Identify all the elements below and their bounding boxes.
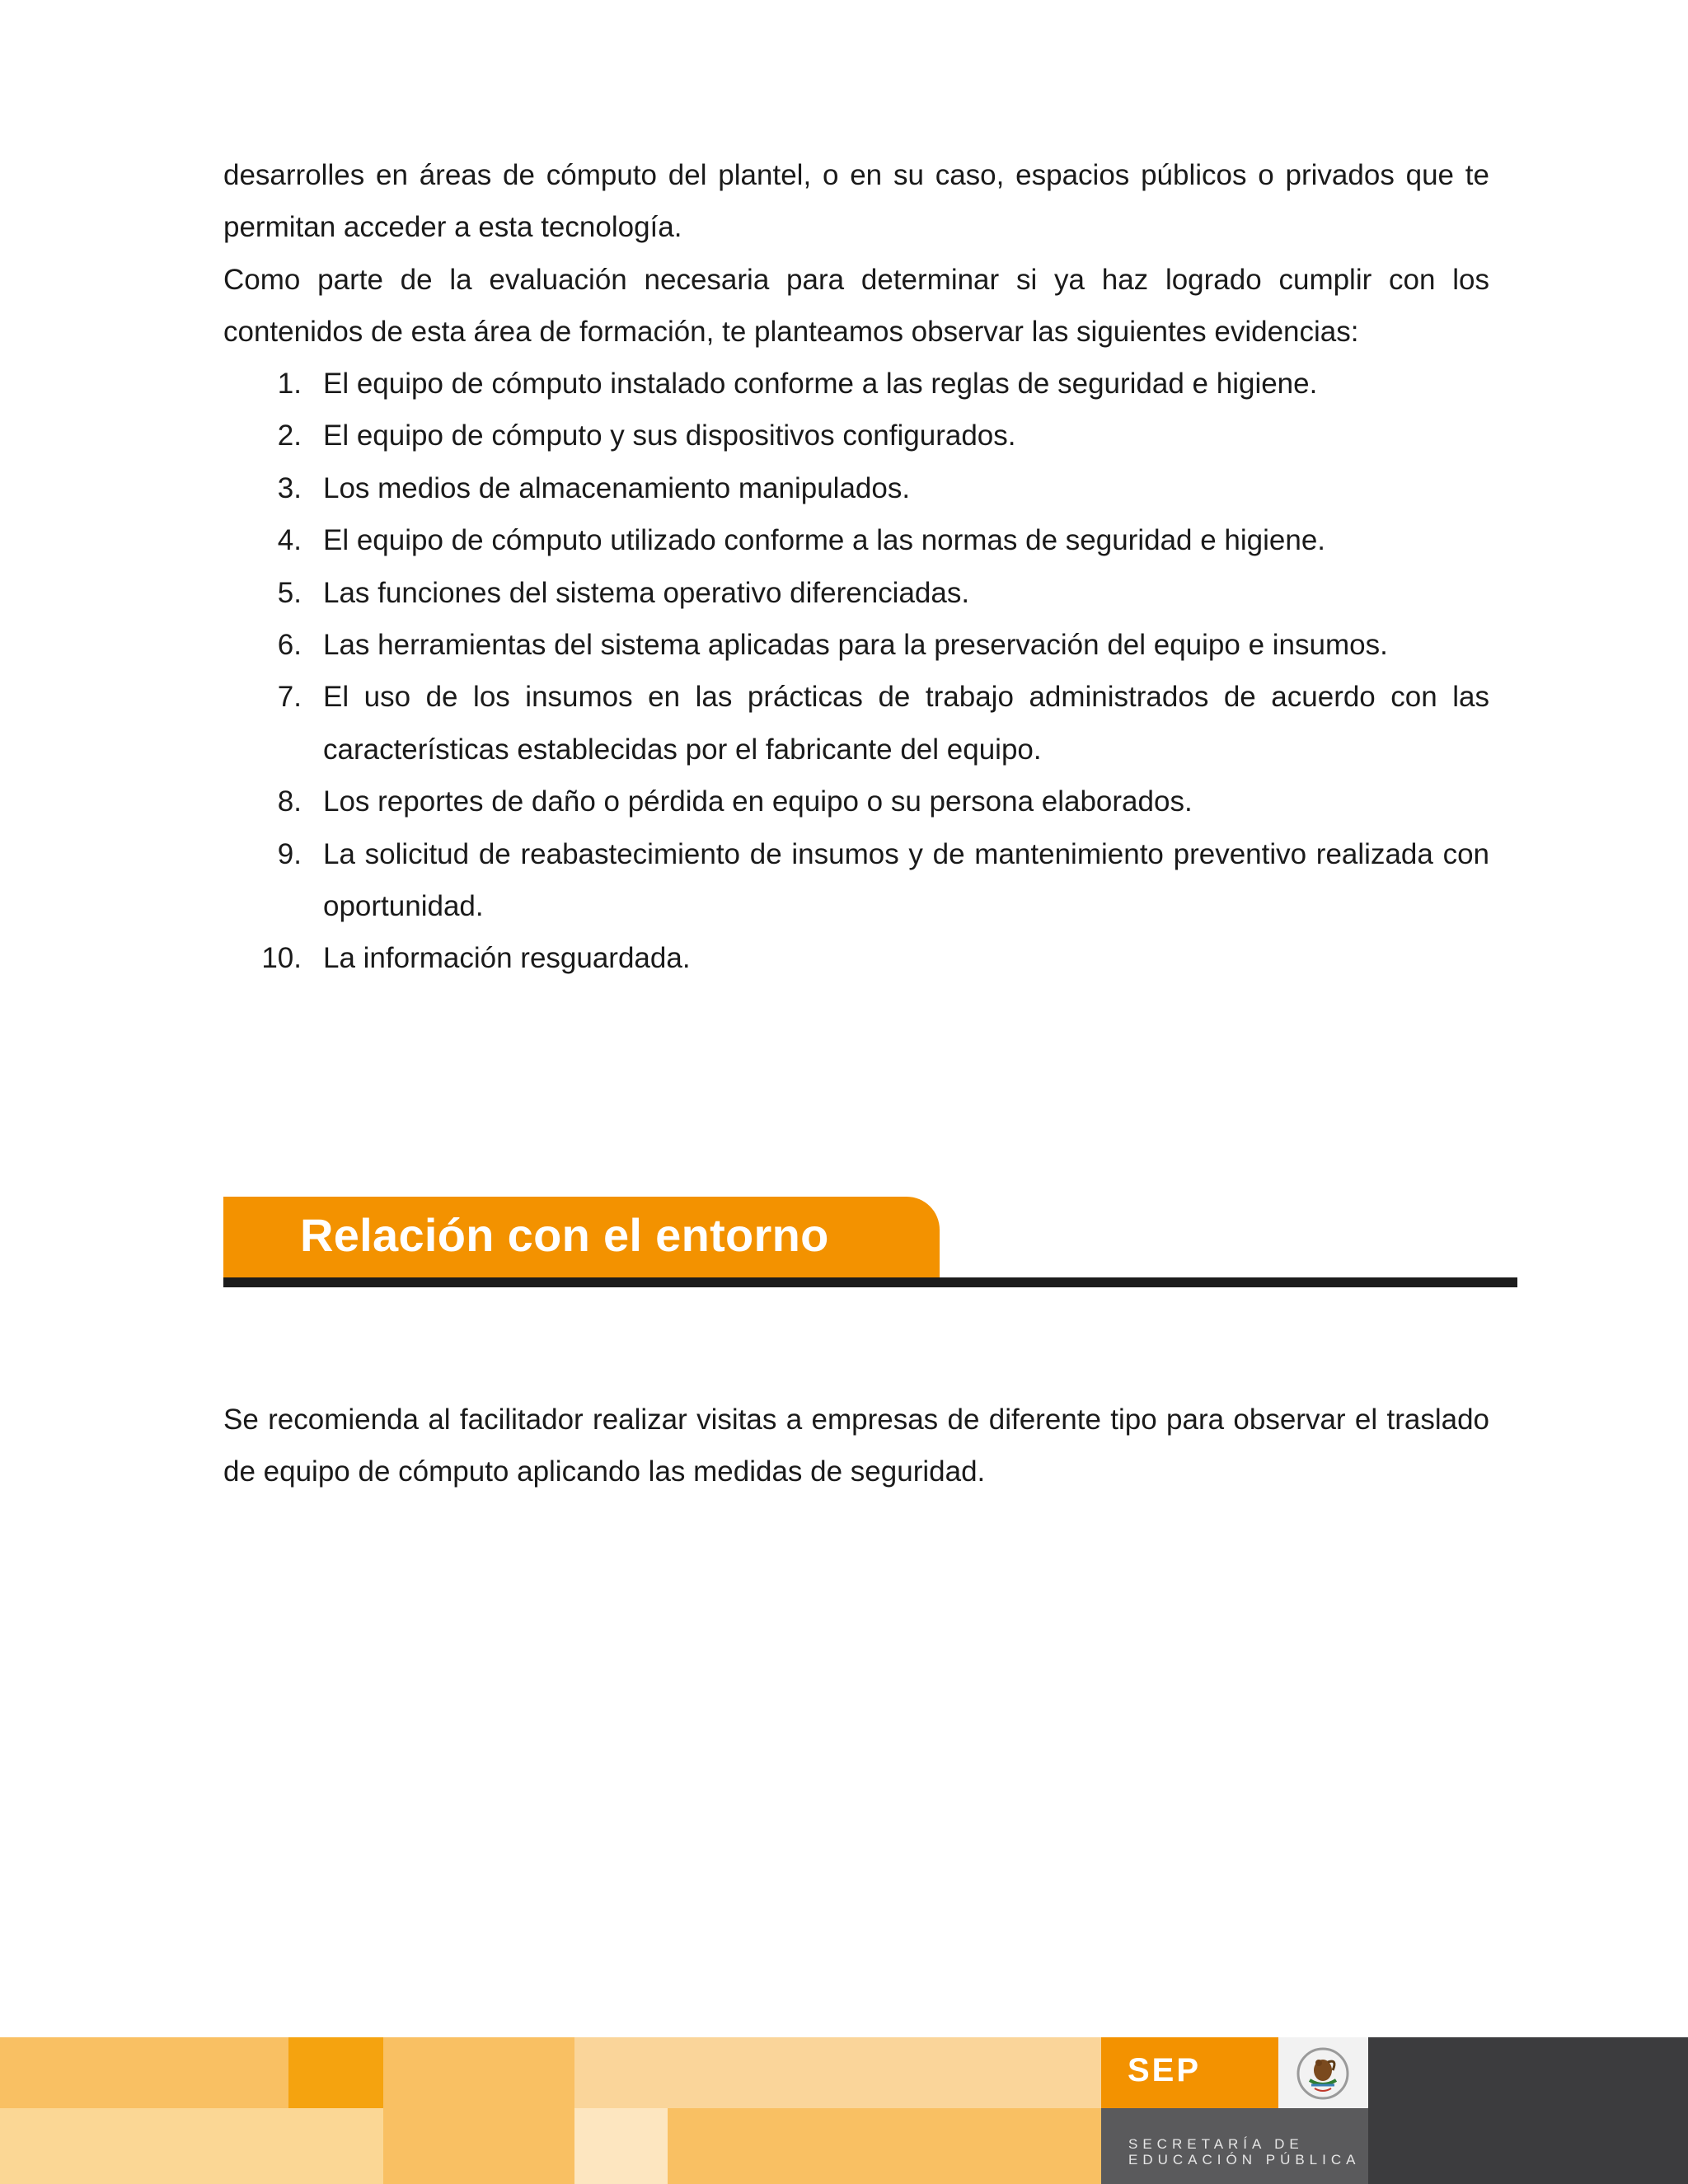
list-item-number: 10. bbox=[261, 942, 302, 975]
list-item bbox=[223, 932, 1489, 984]
evidence-list bbox=[223, 358, 1489, 985]
list-item-number: 8. bbox=[277, 785, 302, 818]
section-title: Relación con el entorno bbox=[300, 1209, 829, 1261]
list-item-number: 1. bbox=[277, 368, 302, 400]
list-item-text: El equipo de cómputo instalado conforme a las reglas de seguridad e higiene. bbox=[323, 368, 1318, 400]
list-item-text: Los reportes de daño o pérdida en equipo o su persona elaborados. bbox=[323, 785, 1193, 818]
list-item-number: 6. bbox=[277, 629, 302, 662]
footer-block bbox=[383, 2037, 574, 2108]
section-divider bbox=[223, 1277, 1517, 1287]
footer-block bbox=[288, 2037, 383, 2108]
list-item-text: El equipo de cómputo y sus dispositivos configurados. bbox=[323, 419, 1016, 452]
seal-box bbox=[1278, 2037, 1368, 2108]
list-item-number: 5. bbox=[277, 576, 302, 609]
footer-block bbox=[0, 2037, 288, 2108]
list-item bbox=[223, 828, 1489, 933]
list-item-number: 7. bbox=[277, 681, 302, 714]
list-item-text: La solicitud de reabastecimiento de insumos y de mantenimiento preventivo realizada con oportunidad. bbox=[323, 837, 1489, 923]
footer-dark-block bbox=[1368, 2037, 1688, 2184]
list-item-number: 2. bbox=[277, 419, 302, 452]
sep-logo: SEP bbox=[1128, 2052, 1202, 2088]
footer-block bbox=[574, 2037, 1101, 2108]
section-header bbox=[223, 1197, 1517, 1287]
list-item-text: El uso de los insumos en las prácticas de trabajo administrados de acuerdo con las características establecidas por el fabricante del equipo. bbox=[323, 681, 1489, 766]
list-item-text: La información resguardada. bbox=[323, 942, 691, 975]
list-item-text: Los medios de almacenamiento manipulados. bbox=[323, 471, 911, 504]
sep-name-line2: EDUCACIÓN PÚBLICA bbox=[1128, 2152, 1361, 2168]
list-item bbox=[223, 567, 1489, 619]
list-item-number: 4. bbox=[277, 524, 302, 557]
footer-block bbox=[383, 2108, 574, 2184]
sep-name-line1: SECRETARÍA DE bbox=[1128, 2136, 1304, 2152]
list-item-number: 9. bbox=[277, 837, 302, 870]
list-item bbox=[223, 410, 1489, 462]
list-item bbox=[223, 619, 1489, 671]
list-item bbox=[223, 671, 1489, 776]
list-item-number: 3. bbox=[277, 471, 302, 504]
list-item bbox=[223, 462, 1489, 514]
list-item-text: El equipo de cómputo utilizado conforme a las normas de seguridad e higiene. bbox=[323, 524, 1326, 557]
footer-block bbox=[574, 2108, 668, 2184]
footer-block bbox=[0, 2108, 383, 2184]
list-item bbox=[223, 514, 1489, 566]
intro-paragraph: desarrolles en áreas de cómputo del plantel, o en su caso, espacios públicos o privados que te permitan acceder a esta tecnología. bbox=[223, 159, 1489, 244]
list-item bbox=[223, 358, 1489, 410]
evaluation-paragraph: Como parte de la evaluación necesaria para determinar si ya haz logrado cumplir con los contenidos de esta área de formación, te planteamos observar las siguientes evidencias: bbox=[223, 264, 1489, 349]
list-item-text: Las herramientas del sistema aplicadas para la preservación del equipo e insumos. bbox=[323, 629, 1388, 662]
footer-block bbox=[668, 2108, 1101, 2184]
section-paragraph: Se recomienda al facilitador realizar visitas a empresas de diferente tipo para observar el traslado de equipo de cómputo aplicando las medidas de seguridad. bbox=[223, 1404, 1489, 1488]
footer-banner bbox=[0, 2037, 1688, 2184]
list-item bbox=[223, 776, 1489, 827]
list-item-text: Las funciones del sistema operativo diferenciadas. bbox=[323, 576, 970, 609]
mexican-coat-of-arms-icon bbox=[1278, 2037, 1368, 2108]
